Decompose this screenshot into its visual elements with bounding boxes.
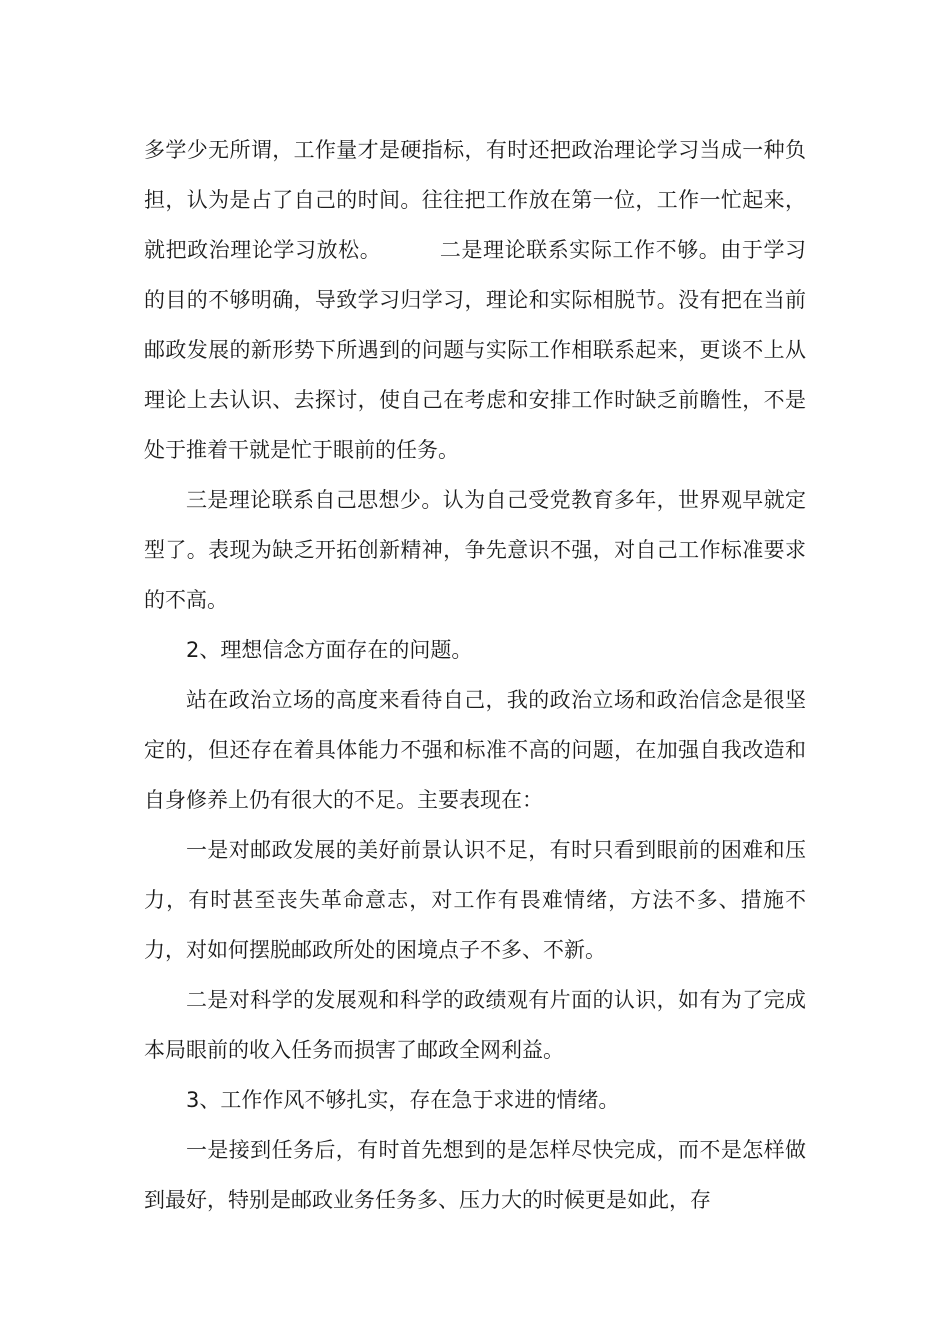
paragraph-6: 二是对科学的发展观和科学的政绩观有片面的认识，如有为了完成本局眼前的收入任务而损害了邮政全网利益。 bbox=[144, 988, 806, 1062]
paragraph-1-continued-text: 二是理论联系实际工作不够。由于学习的目的不够明确，导致学习归学习，理论和实际相脱节。没有把在当前邮政发展的新形势下所遇到的问题与实际工作相联系起来，更谈不上从理论上去认识、去探讨，使自己在考虑和安排工作时缺乏前瞻性，不是处于推着干就是忙于眼前的任务。 bbox=[144, 238, 807, 462]
paragraph-1-text: 多学少无所谓，工作量才是硬指标，有时还把政治理论学习当成一种负担，认为是占了自己的时间。往往把工作放在第一位，工作一忙起来，就把政治理论学习放松。 bbox=[144, 138, 806, 262]
document-body bbox=[144, 125, 806, 1225]
paragraph-8: 一是接到任务后，有时首先想到的是怎样尽快完成，而不是怎样做到最好，特别是邮政业务任务多、压力大的时候更是如此，存 bbox=[144, 1138, 806, 1212]
paragraph-4: 站在政治立场的高度来看待自己，我的政治立场和政治信念是很坚定的，但还存在着具体能力不强和标准不高的问题，在加强自我改造和自身修养上仍有很大的不足。主要表现在： bbox=[144, 688, 806, 812]
paragraph-5: 一是对邮政发展的美好前景认识不足，有时只看到眼前的困难和压力，有时甚至丧失革命意志，对工作有畏难情绪，方法不多、措施不力，对如何摆脱邮政所处的困境点子不多、不新。 bbox=[144, 838, 806, 962]
paragraph-3-heading: 2、理想信念方面存在的问题。 bbox=[186, 638, 473, 662]
paragraph-1 bbox=[144, 125, 806, 475]
paragraph-7-heading: 3、工作作风不够扎实，存在急于求进的情绪。 bbox=[186, 1088, 620, 1112]
paragraph-2: 三是理论联系自己思想少。认为自己受党教育多年，世界观早就定型了。表现为缺乏开拓创新精神，争先意识不强，对自己工作标准要求的不高。 bbox=[144, 488, 806, 612]
